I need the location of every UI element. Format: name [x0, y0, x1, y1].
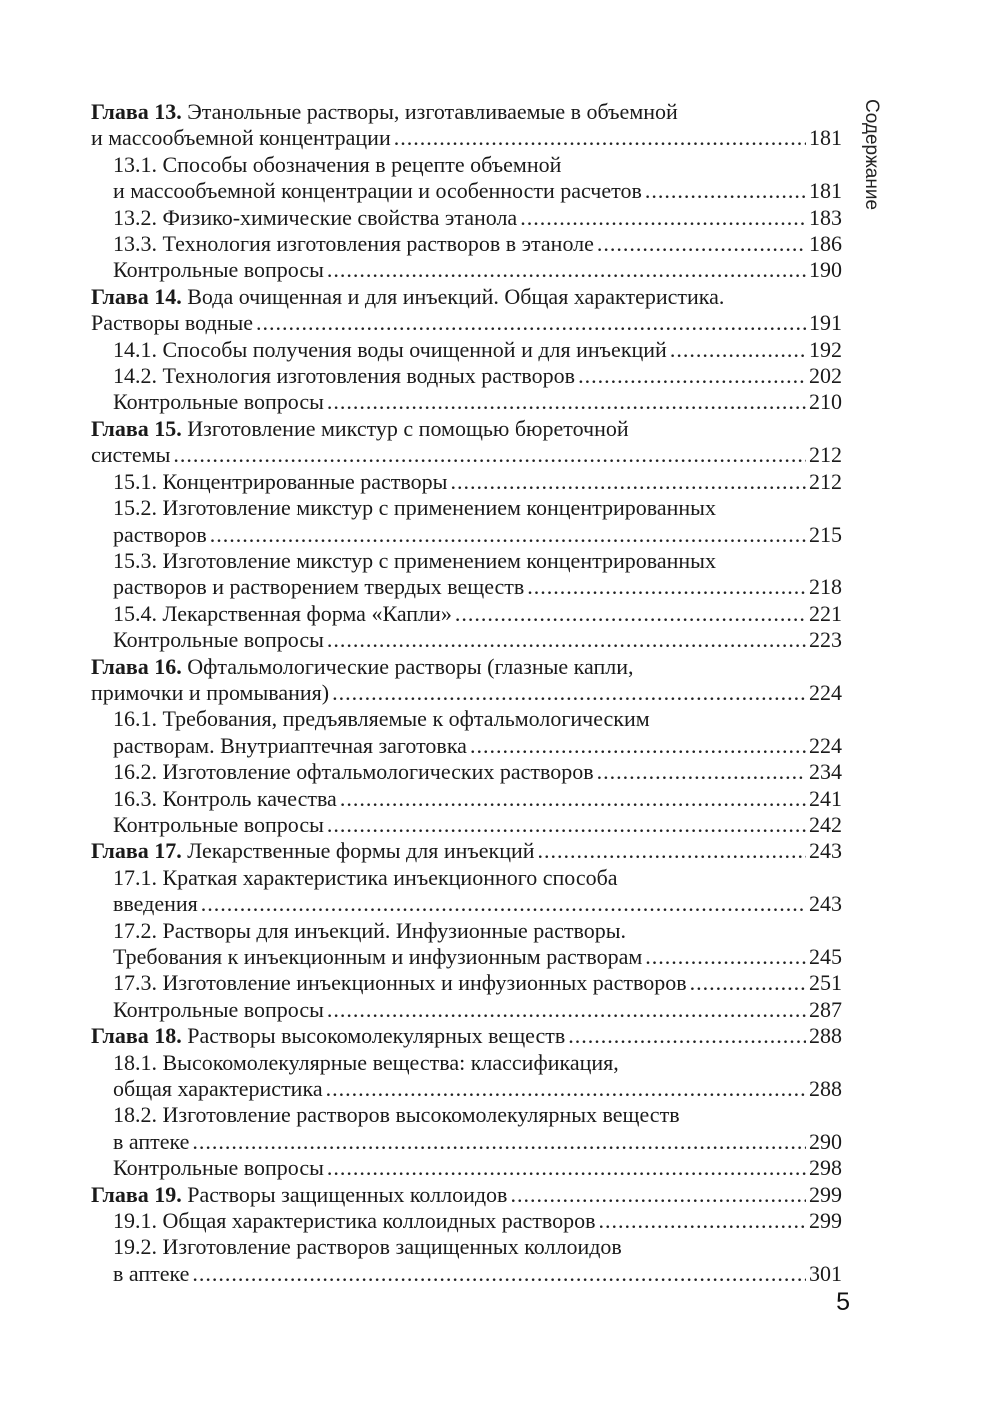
toc-section-entry	[91, 495, 842, 548]
toc-entry-line	[91, 310, 842, 336]
table-of-contents	[91, 99, 842, 1287]
toc-entry-line	[91, 1182, 842, 1208]
page-ref: 215	[809, 521, 842, 547]
chapter-label: Глава 16.	[91, 653, 182, 679]
dot-leader	[332, 680, 806, 706]
page-ref: 287	[809, 996, 842, 1022]
entry-title-text: 14.2. Технология изготовления водных растворов	[113, 363, 576, 389]
entry-title-text: в аптеке	[113, 1260, 190, 1286]
toc-section-entry	[91, 627, 842, 653]
page-ref: 243	[809, 838, 842, 864]
entry-title-text: в аптеке	[113, 1128, 190, 1154]
toc-section-entry	[91, 997, 842, 1023]
entry-title-text: и массообъемной концентрации и особенности расчетов	[113, 178, 642, 204]
toc-entry-line	[113, 205, 842, 231]
dot-leader	[670, 337, 806, 363]
dot-leader	[538, 838, 806, 864]
page-ref: 243	[809, 891, 842, 917]
toc-entry-line	[91, 442, 842, 468]
page-number: 5	[836, 1288, 850, 1316]
entry-title-text: Этанольные растворы, изготавливаемые в объемной	[187, 99, 678, 124]
entry-title-text: 15.3. Изготовление микстур с применением концентрированных	[113, 547, 716, 573]
toc-entry-line	[113, 1050, 842, 1076]
dot-leader	[578, 363, 806, 389]
dot-leader	[568, 1023, 806, 1049]
page-ref: 218	[809, 574, 842, 600]
page-ref: 224	[809, 679, 842, 705]
page-ref: 223	[809, 627, 842, 653]
page-ref: 241	[809, 785, 842, 811]
dot-leader	[326, 1076, 806, 1102]
toc-entry-line	[91, 99, 842, 125]
entry-title-text: Изготовление микстур с помощью бюреточной	[187, 415, 629, 441]
entry-title-text: 15.2. Изготовление микстур с применением концентрированных	[113, 495, 716, 521]
toc-section-entry	[91, 1155, 842, 1181]
dot-leader	[520, 205, 806, 231]
toc-entry-line	[113, 865, 842, 891]
toc-section-entry	[91, 548, 842, 601]
toc-entry-line	[113, 231, 842, 257]
entry-title-text: введения	[113, 891, 198, 917]
dot-leader	[690, 970, 806, 996]
entry-title-text: системы	[91, 442, 171, 468]
toc-section-entry	[91, 231, 842, 257]
entry-title-text: 14.1. Способы получения воды очищенной и для инъекций	[113, 336, 667, 362]
toc-entry-line	[113, 522, 842, 548]
toc-chapter-entry	[91, 1182, 842, 1208]
toc-entry-line	[113, 257, 842, 283]
toc-section-entry	[91, 918, 842, 971]
toc-entry-line	[91, 838, 842, 864]
entry-title-text: Контрольные вопросы	[113, 996, 324, 1022]
toc-chapter-entry	[91, 838, 842, 864]
dot-leader	[327, 627, 806, 653]
dot-leader	[527, 574, 806, 600]
entry-title-text: 16.1. Требования, предъявляемые к офтальмологическим	[113, 706, 650, 732]
page-ref: 210	[809, 389, 842, 415]
toc-entry-line	[91, 680, 842, 706]
dot-leader	[327, 389, 806, 415]
toc-entry-line	[113, 574, 842, 600]
entry-title-text: 19.1. Общая характеристика коллоидных растворов	[113, 1208, 596, 1234]
chapter-label: Глава 13.	[91, 99, 182, 124]
dot-leader	[597, 231, 806, 257]
entry-title-text: 16.3. Контроль качества	[113, 785, 337, 811]
page-ref: 299	[809, 1181, 842, 1207]
entry-title-text: Лекарственные формы для инъекций	[187, 838, 535, 864]
toc-entry-line	[113, 1234, 842, 1260]
toc-section-entry	[91, 152, 842, 205]
toc-chapter-entry	[91, 654, 842, 707]
toc-chapter-entry	[91, 416, 842, 469]
entry-title-text: общая характеристика	[113, 1076, 323, 1102]
toc-entry-line	[113, 944, 842, 970]
toc-entry-line	[113, 1155, 842, 1181]
toc-entry-line	[113, 627, 842, 653]
entry-title-text: 18.2. Изготовление растворов высокомолекулярных веществ	[113, 1102, 680, 1128]
chapter-label: Глава 17.	[91, 838, 182, 864]
page-ref: 234	[809, 759, 842, 785]
entry-title-text: примочки и промывания)	[91, 679, 330, 705]
dot-leader	[327, 1155, 806, 1181]
toc-entry-line	[91, 416, 842, 442]
page-ref: 186	[809, 231, 842, 257]
dot-leader	[192, 1129, 806, 1155]
toc-entry-line	[113, 786, 842, 812]
toc-entry-line	[113, 548, 842, 574]
toc-entry-line	[91, 284, 842, 310]
toc-entry-line	[91, 654, 842, 680]
toc-section-entry	[91, 1102, 842, 1155]
toc-entry-line	[113, 337, 842, 363]
toc-section-entry	[91, 706, 842, 759]
toc-entry-line	[113, 152, 842, 178]
page-ref: 212	[809, 442, 842, 468]
entry-title-text: 19.2. Изготовление растворов защищенных коллоидов	[113, 1234, 622, 1260]
page-ref: 288	[809, 1023, 842, 1049]
toc-section-entry	[91, 786, 842, 812]
toc-section-entry	[91, 865, 842, 918]
dot-leader	[455, 601, 806, 627]
toc-section-entry	[91, 970, 842, 996]
page-ref: 299	[809, 1208, 842, 1234]
toc-entry-line	[91, 125, 842, 151]
dot-leader	[645, 178, 806, 204]
toc-entry-line	[113, 363, 842, 389]
running-head: Содержание	[861, 99, 882, 211]
dot-leader	[645, 944, 806, 970]
entry-title-text: и массообъемной концентрации	[91, 125, 391, 151]
page-ref: 242	[809, 811, 842, 837]
chapter-label: Глава 15.	[91, 415, 182, 441]
toc-entry-line	[113, 469, 842, 495]
toc-entry-line	[113, 918, 842, 944]
toc-entry-line	[113, 601, 842, 627]
dot-leader	[327, 257, 806, 283]
entry-title-text: 13.3. Технология изготовления растворов в этаноле	[113, 231, 594, 257]
chapter-label: Глава 14.	[91, 283, 182, 309]
entry-title-text: 15.1. Концентрированные растворы	[113, 468, 448, 494]
dot-leader	[599, 1208, 807, 1234]
page-ref: 191	[809, 310, 842, 336]
entry-title-text: Контрольные вопросы	[113, 257, 324, 283]
dot-leader	[394, 125, 806, 151]
entry-title-text: Растворы защищенных коллоидов	[187, 1181, 508, 1207]
dot-leader	[173, 442, 806, 468]
entry-title-text: Офтальмологические растворы (глазные капли,	[187, 653, 634, 679]
entry-title-text: Контрольные вопросы	[113, 1155, 324, 1181]
toc-entry-line	[113, 1129, 842, 1155]
toc-entry-line	[113, 389, 842, 415]
page-ref: 181	[809, 178, 842, 204]
entry-title-text: растворов	[113, 521, 207, 547]
dot-leader	[340, 786, 806, 812]
entry-title-text: растворам. Внутриаптечная заготовка	[113, 732, 467, 758]
page-ref: 202	[809, 363, 842, 389]
toc-section-entry	[91, 205, 842, 231]
entry-title-text: Вода очищенная и для инъекций. Общая характеристика.	[187, 283, 725, 309]
dot-leader	[510, 1182, 806, 1208]
entry-title-text: 18.1. Высокомолекулярные вещества: классификация,	[113, 1049, 619, 1075]
entry-title-text: Требования к инъекционным и инфузионным растворам	[113, 944, 643, 969]
toc-entry-line	[113, 1208, 842, 1234]
page-ref: 212	[809, 468, 842, 494]
page-ref: 190	[809, 257, 842, 283]
dot-leader	[470, 733, 806, 759]
page-ref: 288	[809, 1076, 842, 1102]
toc-chapter-entry	[91, 1023, 842, 1049]
dot-leader	[201, 891, 806, 917]
entry-title-text: 17.1. Краткая характеристика инъекционного способа	[113, 864, 618, 890]
toc-entry-line	[113, 495, 842, 521]
toc-section-entry	[91, 1208, 842, 1234]
entry-title-text: Контрольные вопросы	[113, 389, 324, 415]
toc-entry-line	[113, 733, 842, 759]
toc-entry-line	[91, 1023, 842, 1049]
dot-leader	[256, 310, 806, 336]
toc-section-entry	[91, 389, 842, 415]
dot-leader	[210, 522, 806, 548]
entry-title-text: 15.4. Лекарственная форма «Капли»	[113, 600, 452, 626]
toc-entry-line	[113, 1102, 842, 1128]
toc-chapter-entry	[91, 99, 842, 152]
dot-leader	[597, 759, 806, 785]
toc-entry-line	[113, 706, 842, 732]
entry-title-text: Контрольные вопросы	[113, 627, 324, 653]
toc-section-entry	[91, 363, 842, 389]
toc-section-entry	[91, 759, 842, 785]
toc-entry-line	[113, 759, 842, 785]
entry-title-text: Контрольные вопросы	[113, 811, 324, 837]
dot-leader	[327, 997, 806, 1023]
chapter-label: Глава 18.	[91, 1023, 182, 1049]
entry-title-text: Растворы водные	[91, 310, 254, 336]
toc-section-entry	[91, 812, 842, 838]
entry-title-text: 16.2. Изготовление офтальмологических растворов	[113, 759, 594, 785]
entry-title-text: 17.2. Растворы для инъекций. Инфузионные растворы.	[113, 917, 626, 943]
dot-leader	[192, 1261, 806, 1287]
entry-title-text: растворов и растворением твердых веществ	[113, 574, 525, 600]
page-ref: 192	[809, 336, 842, 362]
toc-entry-line	[113, 891, 842, 917]
page-ref: 181	[809, 125, 842, 151]
toc-section-entry	[91, 257, 842, 283]
toc-chapter-entry	[91, 284, 842, 337]
page-ref: 290	[809, 1128, 842, 1154]
toc-entry-line	[113, 812, 842, 838]
entry-title-text: Растворы высокомолекулярных веществ	[187, 1023, 566, 1049]
toc-section-entry	[91, 601, 842, 627]
entry-title-text: 13.1. Способы обозначения в рецепте объемной	[113, 151, 562, 177]
page-ref: 245	[809, 944, 842, 969]
toc-section-entry	[91, 1234, 842, 1287]
toc-entry-line	[113, 970, 842, 996]
page-ref: 221	[809, 600, 842, 626]
toc-section-entry	[91, 1050, 842, 1103]
toc-entry-line	[113, 178, 842, 204]
toc-entry-line	[113, 1261, 842, 1287]
page-ref: 251	[809, 970, 842, 996]
toc-entry-line	[113, 997, 842, 1023]
entry-title-text: 13.2. Физико-химические свойства этанола	[113, 204, 518, 230]
chapter-label: Глава 19.	[91, 1181, 182, 1207]
page-ref: 301	[809, 1260, 842, 1286]
page-ref: 224	[809, 732, 842, 758]
toc-section-entry	[91, 469, 842, 495]
toc-section-entry	[91, 337, 842, 363]
page-ref: 183	[809, 204, 842, 230]
entry-title-text: 17.3. Изготовление инъекционных и инфузионных растворов	[113, 970, 687, 996]
toc-entry-line	[113, 1076, 842, 1102]
page-ref: 298	[809, 1155, 842, 1181]
dot-leader	[450, 469, 806, 495]
dot-leader	[327, 812, 806, 838]
